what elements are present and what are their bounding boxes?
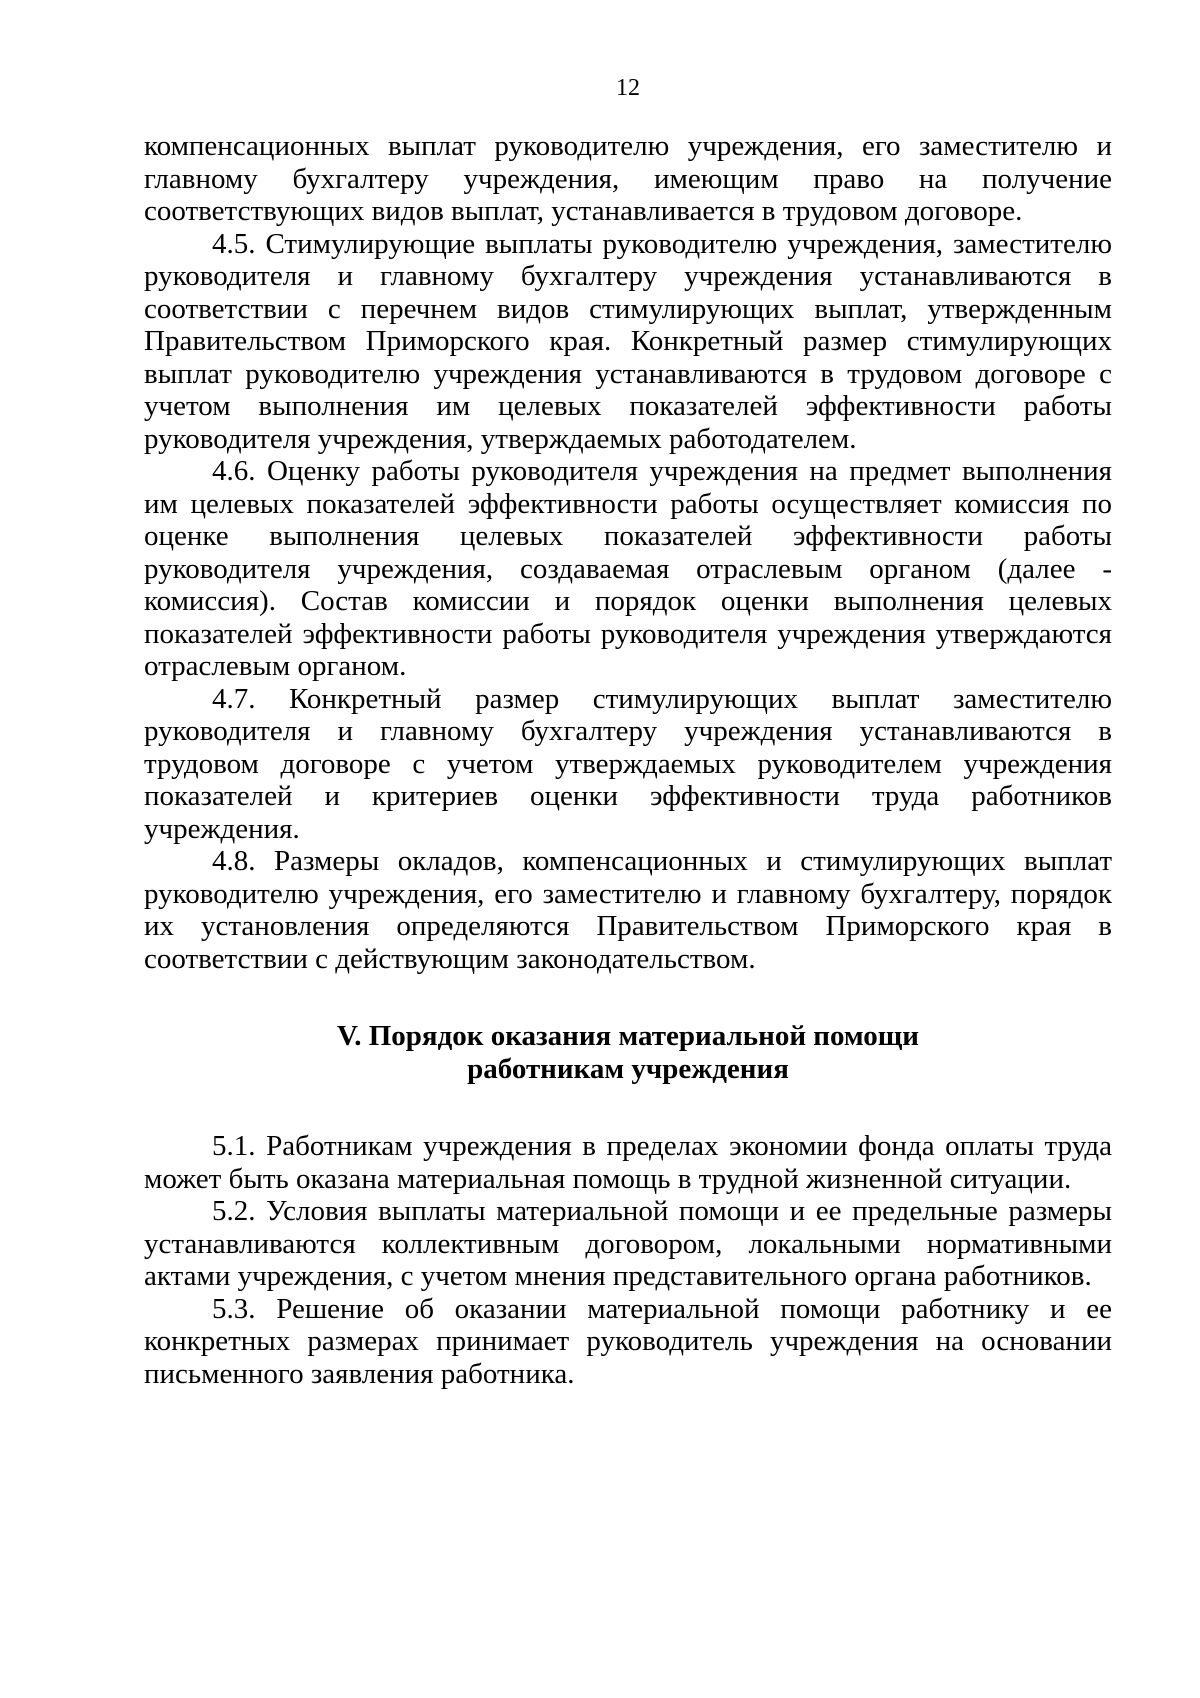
paragraph-4-7: 4.7. Конкретный размер стимулирующих выплат заместителю руководителя и главному бухгалтеру учреждения устанавливаются в трудовом договоре с учетом утверждаемых руководителем учреждения показателей и критериев оценки эффективности труда работников учреждения. [144, 682, 1112, 845]
paragraph-continuation: компенсационных выплат руководителю учреждения, его заместителю и главному бухгалтеру учреждения, имеющим право на получение соответствующих видов выплат, устанавливается в трудовом договоре. [144, 130, 1112, 227]
document-body [144, 130, 1112, 1390]
paragraph-4-5: 4.5. Стимулирующие выплаты руководителю учреждения, заместителю руководителя и главному бухгалтеру учреждения устанавливаются в соответствии с перечнем видов стимулирующих выплат, утвержденным Правительством Приморского края. Конкретный размер стимулирующих выплат руководителю учреждения устанавливаются в трудовом договоре с учетом выполнения им целевых показателей эффективности работы руководителя учреждения, утверждаемых работодателем. [144, 227, 1112, 455]
page-number: 12 [616, 75, 640, 101]
paragraph-5-3: 5.3. Решение об оказании материальной помощи работнику и ее конкретных размерах принимает руководитель учреждения на основании письменного заявления работника. [144, 1292, 1112, 1390]
paragraph-5-2: 5.2. Условия выплаты материальной помощи и ее предельные размеры устанавливаются коллективным договором, локальными нормативными актами учреждения, с учетом мнения представительного органа работников. [144, 1195, 1112, 1292]
section-heading-line-2: работникам учреждения [467, 1052, 789, 1085]
paragraph-4-8: 4.8. Размеры окладов, компенсационных и стимулирующих выплат руководителю учреждения, его заместителю и главному бухгалтеру, порядок их установления определяются Правительством Приморского края в соответствии с действующим законодательством. [144, 845, 1112, 975]
section-heading-line-1: V. Порядок оказания материальной помощи [337, 1020, 919, 1052]
paragraph-4-6: 4.6. Оценку работы руководителя учреждения на предмет выполнения им целевых показателей эффективности работы осуществляет комиссия по оценке выполнения целевых показателей эффективности работы руководителя учреждения, создаваемая отраслевым органом (далее - комиссия). Состав комиссии и порядок оценки выполнения целевых показателей эффективности работы руководителя учреждения утверждаются отраслевым органом. [144, 455, 1112, 682]
paragraph-5-1: 5.1. Работникам учреждения в пределах экономии фонда оплаты труда может быть оказана материальная помощь в трудной жизненной ситуации. [144, 1130, 1112, 1195]
section-heading [144, 1020, 1112, 1085]
